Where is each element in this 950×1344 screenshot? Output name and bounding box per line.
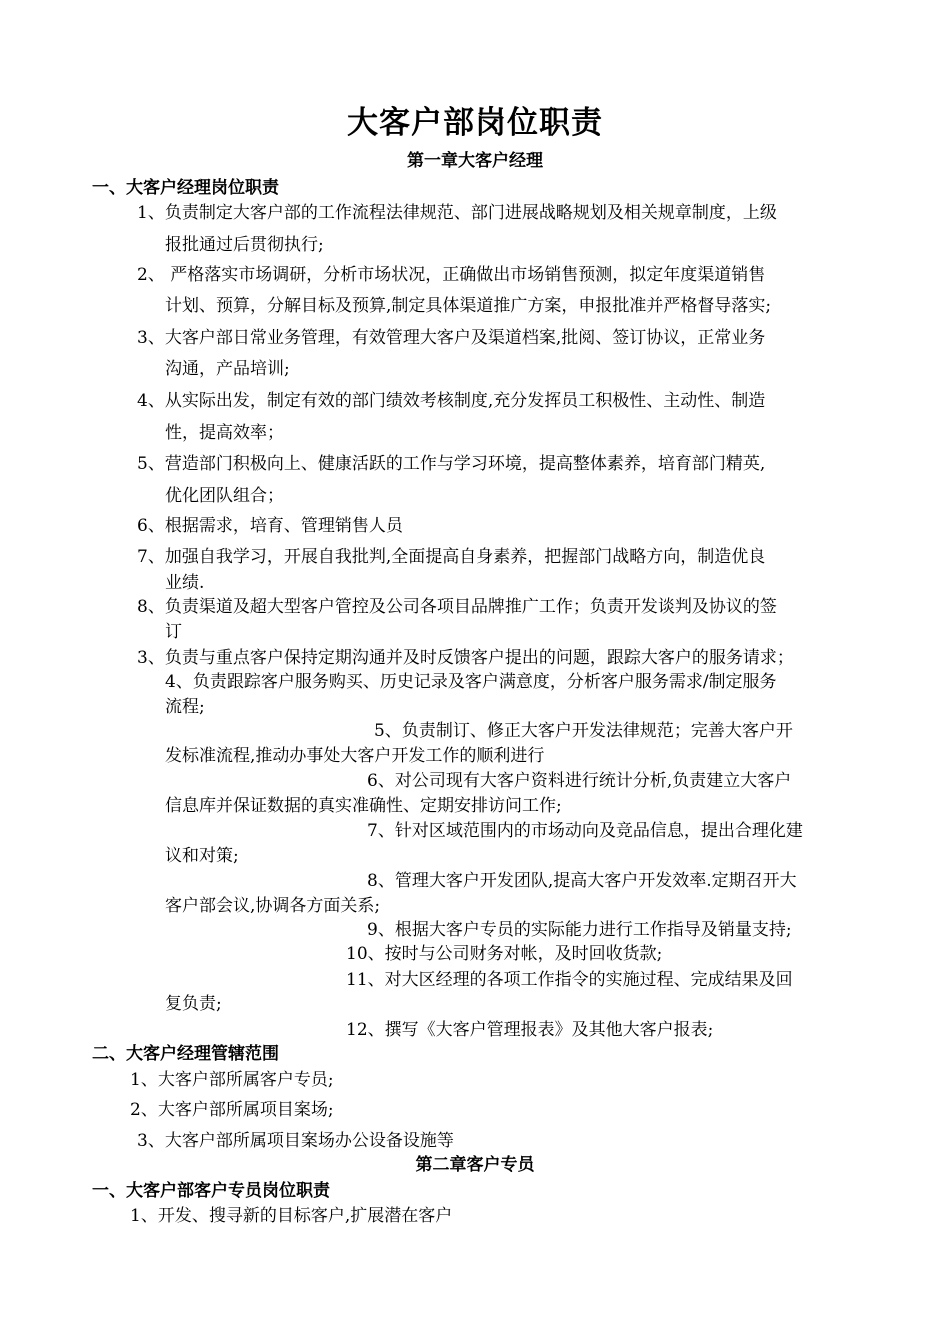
duty-line: 3、大客户部日常业务管理，有效管理大客户及渠道档案,批阅、签订协议，正常业务 (137, 328, 766, 348)
duty-line: 业绩. (165, 573, 205, 593)
duty-line: 7、加强自我学习，开展自我批判,全面提高自身素养，把握部门战略方向，制造优良 (137, 547, 766, 567)
duty-line: 发标准流程,推动办事处大客户开发工作的顺利进行 (165, 746, 545, 766)
section-2-heading: 二、大客户经理管辖范围 (92, 1044, 279, 1064)
duty-line: 5、负责制订、修正大客户开发法律规范；完善大客户开 (374, 721, 793, 741)
duty-line: 报批通过后贯彻执行; (165, 235, 324, 255)
duty-line: 6、根据需求，培育、管理销售人员 (137, 516, 403, 536)
duty-line: 7、针对区域范围内的市场动向及竞品信息，提出合理化建 (367, 821, 803, 841)
duty-line: 5、营造部门积极向上、健康活跃的工作与学习环境，提高整体素养，培育部门精英, (137, 454, 766, 474)
duty-line: 订 (165, 622, 182, 642)
duty-line: 优化团队组合； (165, 486, 284, 506)
section-heading: 一、大客户部客户专员岗位职责 (92, 1181, 330, 1201)
duty-line: 1、开发、搜寻新的目标客户,扩展潜在客户 (130, 1206, 453, 1226)
scope-line: 2、大客户部所属项目案场; (130, 1100, 334, 1120)
document-title: 大客户部岗位职责 (347, 105, 603, 141)
duty-line: 信息库并保证数据的真实准确性、定期安排访问工作; (165, 796, 562, 816)
duty-line: 4、从实际出发，制定有效的部门绩效考核制度,充分发挥员工积极性、主动性、制造 (137, 391, 766, 411)
duty-line: 10、按时与公司财务对帐，及时回收货款; (346, 944, 663, 964)
duty-line: 6、对公司现有大客户资料进行统计分析,负责建立大客户 (367, 771, 792, 791)
duty-line: 2、 严格落实市场调研，分析市场状况，正确做出市场销售预测，拟定年度渠道销售 (137, 265, 766, 285)
chapter-1-heading: 第一章大客户经理 (407, 151, 543, 171)
duty-line: 11、对大区经理的各项工作指令的实施过程、完成结果及回 (346, 970, 793, 990)
duty-line: 9、根据大客户专员的实际能力进行工作指导及销量支持; (367, 920, 792, 940)
duty-line: 客户部会议,协调各方面关系; (165, 896, 381, 916)
duty-line: 沟通，产品培训; (165, 359, 290, 379)
chapter-2-heading: 第二章客户专员 (415, 1155, 535, 1175)
duty-line: 4、负责跟踪客户服务购买、历史记录及客户满意度，分析客户服务需求/制定服务 (165, 672, 777, 692)
duty-line: 流程; (165, 697, 205, 717)
duty-line: 8、负责渠道及超大型客户管控及公司各项目品牌推广工作；负责开发谈判及协议的签 (137, 597, 777, 617)
duty-line: 复负责; (165, 994, 222, 1014)
duty-line: 3、负责与重点客户保持定期沟通并及时反馈客户提出的问题，跟踪大客户的服务请求； (137, 648, 794, 668)
duty-line: 12、撰写《大客户管理报表》及其他大客户报表; (346, 1020, 714, 1040)
section-1-heading: 一、大客户经理岗位职责 (92, 178, 279, 198)
duty-line: 性，提高效率； (165, 423, 284, 443)
duty-line: 议和对策; (165, 846, 239, 866)
scope-line: 3、大客户部所属项目案场办公设备设施等 (137, 1131, 454, 1151)
duty-line: 1、负责制定大客户部的工作流程法律规范、部门进展战略规划及相关规章制度，上级 (137, 203, 777, 223)
duty-line: 计划、预算，分解目标及预算,制定具体渠道推广方案，申报批准并严格督导落实; (165, 296, 772, 316)
scope-line: 1、大客户部所属客户专员; (130, 1070, 334, 1090)
duty-line: 8、管理大客户开发团队,提高大客户开发效率.定期召开大 (367, 871, 797, 891)
